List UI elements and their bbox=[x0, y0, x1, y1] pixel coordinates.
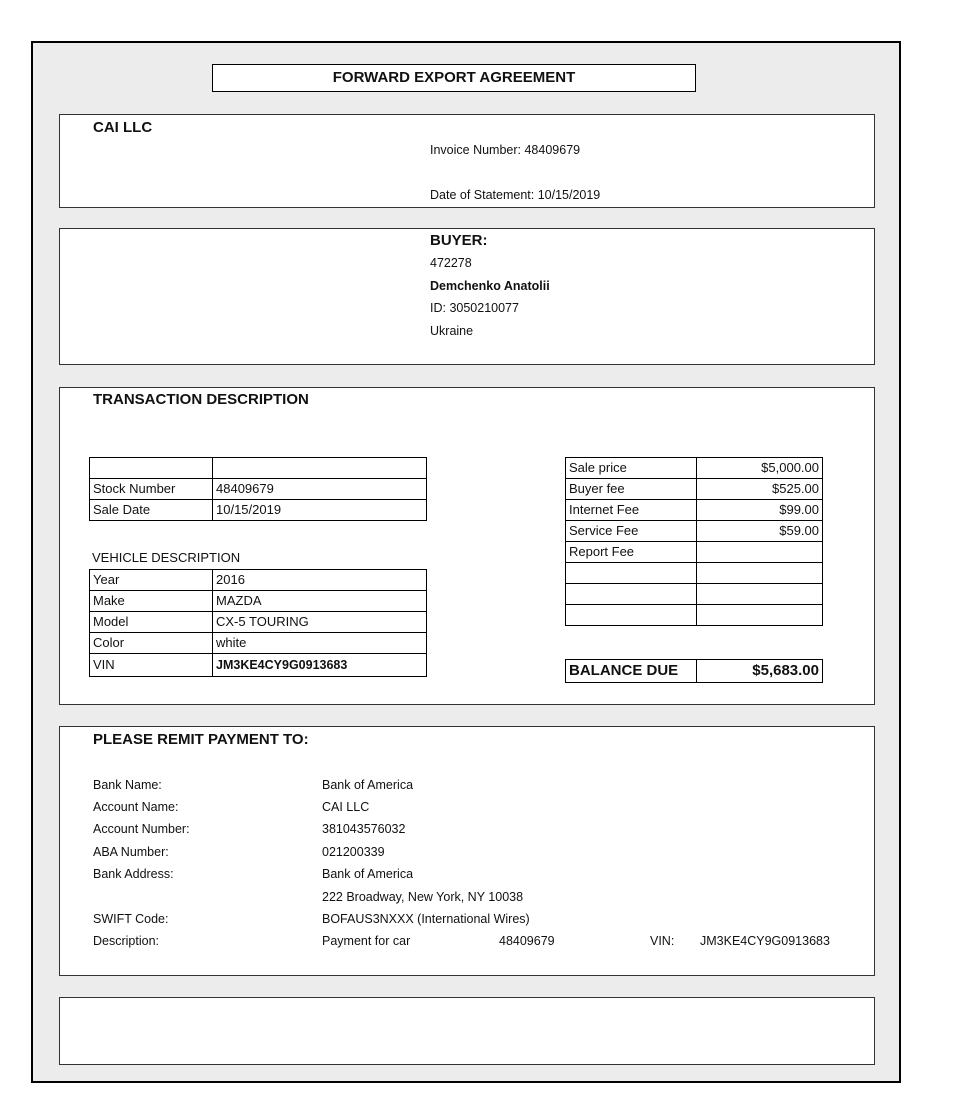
table-row bbox=[566, 521, 823, 542]
buyer-country: Ukraine bbox=[430, 324, 474, 338]
table-row bbox=[90, 591, 427, 612]
fee-value bbox=[697, 563, 823, 584]
notes-box bbox=[59, 997, 875, 1065]
table-cell: Make bbox=[90, 591, 213, 612]
table-row bbox=[90, 570, 427, 591]
fee-label: Internet Fee bbox=[566, 500, 697, 521]
table-cell bbox=[213, 458, 427, 479]
fee-label: Buyer fee bbox=[566, 479, 697, 500]
fee-label: Report Fee bbox=[566, 542, 697, 563]
buyer-name: Demchenko Anatolii bbox=[430, 279, 550, 293]
sale-info-table bbox=[89, 457, 427, 521]
description-stock-number: 48409679 bbox=[499, 934, 555, 948]
table-cell: Sale Date bbox=[90, 500, 213, 521]
balance-due-value: $5,683.00 bbox=[696, 659, 823, 683]
table-cell: 48409679 bbox=[213, 479, 427, 500]
remit-value: Bank of America bbox=[322, 778, 414, 792]
table-row bbox=[566, 584, 823, 605]
vin-value: JM3KE4CY9G0913683 bbox=[213, 654, 427, 677]
table-cell: Color bbox=[90, 633, 213, 654]
table-cell: white bbox=[213, 633, 427, 654]
date-of-statement: Date of Statement: 10/15/2019 bbox=[430, 188, 601, 202]
table-cell bbox=[90, 458, 213, 479]
table-row bbox=[90, 500, 427, 521]
remit-value: 381043576032 bbox=[322, 822, 406, 836]
fee-value: $525.00 bbox=[697, 479, 823, 500]
table-cell: CX-5 TOURING bbox=[213, 612, 427, 633]
table-row bbox=[566, 563, 823, 584]
remit-value: 222 Broadway, New York, NY 10038 bbox=[322, 890, 524, 904]
table-cell: MAZDA bbox=[213, 591, 427, 612]
buyer-heading: BUYER: bbox=[430, 232, 488, 249]
document-title: FORWARD EXPORT AGREEMENT bbox=[212, 64, 696, 92]
remit-value: CAI LLC bbox=[322, 800, 370, 814]
fee-value: $99.00 bbox=[697, 500, 823, 521]
balance-due-label: BALANCE DUE bbox=[565, 659, 697, 683]
fees-table bbox=[565, 457, 823, 626]
buyer-id: ID: 3050210077 bbox=[430, 301, 519, 315]
transaction-heading: TRANSACTION DESCRIPTION bbox=[93, 391, 309, 408]
fee-label bbox=[566, 563, 697, 584]
fee-value: $59.00 bbox=[697, 521, 823, 542]
table-row bbox=[90, 633, 427, 654]
invoice-number: Invoice Number: 48409679 bbox=[430, 143, 581, 157]
fee-value bbox=[697, 584, 823, 605]
remit-label: SWIFT Code: bbox=[93, 912, 169, 926]
remit-label: Bank Address: bbox=[93, 867, 174, 881]
remit-label: Account Number: bbox=[93, 822, 190, 836]
seller-name: CAI LLC bbox=[93, 119, 153, 136]
table-row bbox=[90, 458, 427, 479]
table-row bbox=[566, 542, 823, 563]
table-row bbox=[566, 500, 823, 521]
fee-label: Service Fee bbox=[566, 521, 697, 542]
table-cell: Stock Number bbox=[90, 479, 213, 500]
table-row bbox=[90, 612, 427, 633]
description-label: Description: bbox=[93, 934, 159, 948]
fee-value bbox=[697, 542, 823, 563]
vehicle-table bbox=[89, 569, 427, 677]
remit-label: Bank Name: bbox=[93, 778, 162, 792]
vehicle-description-heading: VEHICLE DESCRIPTION bbox=[92, 550, 241, 565]
table-cell: 10/15/2019 bbox=[213, 500, 427, 521]
fee-value: $5,000.00 bbox=[697, 458, 823, 479]
remit-label: ABA Number: bbox=[93, 845, 169, 859]
table-cell: 2016 bbox=[213, 570, 427, 591]
buyer-number: 472278 bbox=[430, 256, 472, 270]
remit-value: BOFAUS3NXXX (International Wires) bbox=[322, 912, 530, 926]
fee-label bbox=[566, 605, 697, 626]
table-row bbox=[90, 479, 427, 500]
table-cell: Year bbox=[90, 570, 213, 591]
table-cell: VIN bbox=[90, 654, 213, 677]
description-value: Payment for car bbox=[322, 934, 411, 948]
fee-value bbox=[697, 605, 823, 626]
fee-label bbox=[566, 584, 697, 605]
table-row bbox=[566, 605, 823, 626]
balance-due-row bbox=[565, 659, 823, 683]
remit-value: Bank of America bbox=[322, 867, 414, 881]
remit-value: 021200339 bbox=[322, 845, 385, 859]
table-row bbox=[566, 479, 823, 500]
description-vin-label: VIN: bbox=[650, 934, 675, 948]
table-cell: Model bbox=[90, 612, 213, 633]
remit-label: Account Name: bbox=[93, 800, 179, 814]
remit-heading: PLEASE REMIT PAYMENT TO: bbox=[93, 731, 309, 748]
fee-label: Sale price bbox=[566, 458, 697, 479]
description-vin: JM3KE4CY9G0913683 bbox=[700, 934, 830, 948]
table-row bbox=[566, 458, 823, 479]
table-row bbox=[90, 654, 427, 677]
